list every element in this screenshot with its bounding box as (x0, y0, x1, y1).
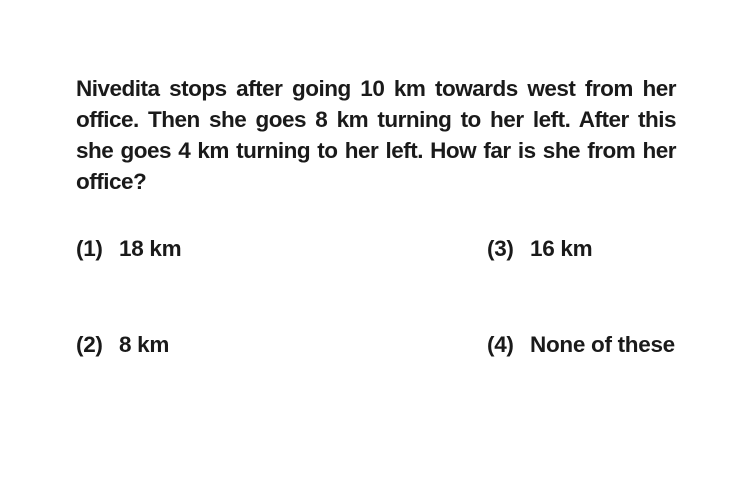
option-2-text: 8 km (119, 332, 170, 357)
option-1-text: 18 km (119, 236, 182, 261)
option-3[interactable] (487, 235, 592, 263)
option-2[interactable] (76, 331, 169, 359)
question-text: Nivedita stops after going 10 km towards west from her office. Then she goes 8 km turning to her left. After this she goes 4 km turning to her left. How far is she from her office? (76, 76, 676, 194)
option-3-text: 16 km (530, 236, 593, 261)
option-1-number: (1) (76, 236, 103, 261)
option-4[interactable] (487, 331, 675, 359)
option-4-number: (4) (487, 332, 514, 357)
option-1[interactable] (76, 235, 181, 263)
option-3-number: (3) (487, 236, 514, 261)
option-2-number: (2) (76, 332, 103, 357)
option-4-text: None of these (530, 332, 675, 357)
